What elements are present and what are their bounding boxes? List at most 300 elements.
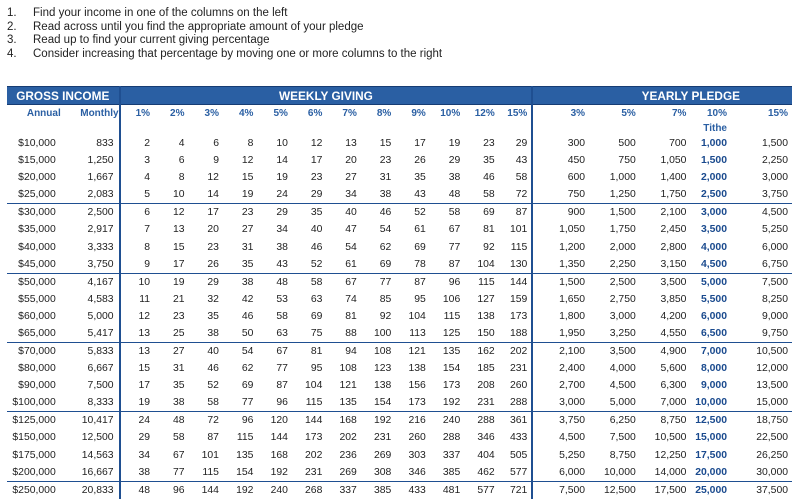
weekly-giving-cell: 192 — [361, 412, 395, 430]
weekly-giving-cell: 17 — [189, 204, 223, 222]
weekly-giving-cell: 31 — [172, 363, 185, 375]
tithe-pledge-cell: 1,000 — [700, 138, 727, 150]
yearly-pledge-cell: 4,900 — [640, 343, 691, 361]
weekly-giving-cell: 185 — [477, 363, 495, 375]
monthly-income-cell: 833 — [96, 138, 114, 150]
tithe-pledge-cell: 6,000 — [700, 310, 727, 322]
col-weekly-pct: 2% — [170, 107, 185, 119]
weekly-giving-cell: 96 — [154, 481, 188, 499]
weekly-giving-cell: 81 — [345, 310, 357, 322]
weekly-giving-cell: 38 — [276, 241, 288, 253]
weekly-giving-cell: 24 — [120, 412, 154, 430]
annual-income-cell: $200,000 — [12, 466, 56, 478]
weekly-giving-cell: 115 — [236, 432, 254, 444]
weekly-giving-cell: 29 — [515, 138, 528, 150]
yearly-pledge-cell: 7,500 — [609, 432, 636, 444]
yearly-pledge-cell: 1,250 — [609, 189, 636, 201]
weekly-giving-cell: 46 — [483, 172, 495, 184]
weekly-giving-cell: 69 — [241, 380, 254, 392]
tithe-pledge-cell: 25,000 — [690, 481, 731, 499]
yearly-pledge-cell: 12,000 — [756, 363, 788, 375]
weekly-giving-cell: 202 — [339, 432, 357, 444]
weekly-giving-cell: 43 — [414, 189, 426, 201]
weekly-giving-cell: 14 — [207, 189, 219, 201]
weekly-giving-cell: 288 — [509, 397, 528, 409]
yearly-pledge-cell: 1,500 — [761, 138, 788, 150]
weekly-giving-cell: 108 — [339, 363, 357, 375]
weekly-giving-cell: 27 — [345, 172, 357, 184]
tithe-pledge-cell: 1,500 — [700, 155, 727, 167]
weekly-giving-cell: 74 — [345, 293, 357, 305]
yearly-pledge-cell: 3,850 — [660, 293, 687, 305]
annual-income-cell: $150,000 — [12, 432, 56, 444]
weekly-giving-cell: 29 — [448, 155, 461, 167]
weekly-giving-cell: 385 — [361, 481, 395, 499]
yearly-pledge-cell: 1,750 — [609, 224, 636, 236]
weekly-giving-cell: 96 — [276, 397, 288, 409]
weekly-giving-cell: 31 — [379, 172, 392, 184]
weekly-giving-cell: 21 — [172, 293, 185, 305]
weekly-giving-cell: 505 — [509, 449, 528, 461]
weekly-giving-cell: 19 — [276, 172, 288, 184]
weekly-giving-cell: 5 — [120, 186, 154, 204]
weekly-giving-cell: 115 — [443, 310, 461, 322]
yearly-pledge-header: YEARLY PLEDGE — [532, 87, 792, 105]
yearly-pledge-cell: 10,500 — [654, 432, 687, 444]
col-weekly-pct: 15% — [507, 107, 528, 119]
weekly-giving-cell: 260 — [408, 432, 426, 444]
weekly-giving-cell: 8 — [120, 239, 154, 256]
weekly-giving-cell: 120 — [257, 412, 291, 430]
weekly-giving-cell: 168 — [270, 449, 288, 461]
yearly-pledge-cell: 3,250 — [609, 327, 636, 339]
weekly-giving-cell: 23 — [207, 241, 219, 253]
weekly-giving-cell: 23 — [379, 155, 392, 167]
weekly-giving-cell: 77 — [361, 273, 395, 291]
weekly-giving-cell: 61 — [414, 224, 426, 236]
weekly-giving-cell: 101 — [509, 224, 528, 236]
weekly-giving-cell: 23 — [172, 310, 185, 322]
annual-income-cell: $65,000 — [18, 327, 56, 339]
weekly-giving-cell: 15 — [120, 360, 154, 377]
yearly-pledge-cell: 10,000 — [603, 466, 636, 478]
weekly-giving-cell: 69 — [464, 204, 498, 222]
weekly-giving-cell: 154 — [442, 363, 461, 375]
weekly-giving-cell: 216 — [395, 412, 429, 430]
weekly-giving-cell: 100 — [373, 327, 392, 339]
yearly-pledge-cell: 4,000 — [609, 363, 636, 375]
weekly-giving-cell: 101 — [201, 449, 219, 461]
weekly-giving-cell: 19 — [154, 273, 188, 291]
weekly-giving-cell: 231 — [305, 466, 323, 478]
weekly-giving-cell: 123 — [373, 363, 392, 375]
table-row — [7, 394, 792, 412]
weekly-giving-cell: 35 — [241, 258, 254, 270]
monthly-income-cell: 1,667 — [87, 172, 114, 184]
weekly-giving-cell: 52 — [207, 380, 219, 392]
yearly-pledge-cell: 17,500 — [640, 481, 691, 499]
yearly-pledge-cell: 2,250 — [761, 155, 788, 167]
weekly-giving-cell: 135 — [339, 397, 357, 409]
weekly-giving-cell: 81 — [292, 343, 326, 361]
weekly-giving-cell: 27 — [154, 343, 188, 361]
yearly-pledge-cell: 4,200 — [660, 310, 687, 322]
yearly-pledge-cell: 22,500 — [756, 432, 788, 444]
monthly-income-cell: 8,333 — [87, 397, 114, 409]
instruction-item — [7, 34, 787, 48]
weekly-giving-cell: 62 — [379, 241, 392, 253]
weekly-giving-cell: 115 — [305, 397, 323, 409]
annual-income-cell: $25,000 — [18, 189, 56, 201]
col-yearly-pct: 5% — [621, 107, 636, 119]
weekly-giving-cell: 26 — [207, 258, 219, 270]
col-weekly-pct: 8% — [376, 107, 392, 119]
weekly-giving-cell: 34 — [345, 189, 357, 201]
monthly-income-cell: 10,417 — [61, 412, 120, 430]
col-weekly-pct: 6% — [307, 107, 323, 119]
weekly-giving-cell: 15 — [379, 138, 392, 150]
yearly-pledge-cell: 8,250 — [761, 293, 788, 305]
weekly-giving-cell: 13 — [172, 224, 185, 236]
table-row — [7, 308, 792, 325]
weekly-giving-cell: 168 — [326, 412, 360, 430]
weekly-giving-cell: 54 — [379, 224, 392, 236]
weekly-giving-cell: 150 — [477, 327, 495, 339]
weekly-giving-cell: 208 — [477, 380, 495, 392]
weekly-giving-cell: 6 — [120, 204, 154, 222]
weekly-giving-cell: 46 — [241, 310, 254, 322]
weekly-giving-cell: 29 — [257, 204, 291, 222]
weekly-giving-cell: 54 — [223, 343, 257, 361]
yearly-pledge-cell: 4,500 — [532, 429, 589, 446]
yearly-pledge-cell: 500 — [618, 138, 636, 150]
table-row — [7, 221, 792, 238]
weekly-giving-cell: 35 — [414, 172, 426, 184]
yearly-pledge-cell: 1,750 — [660, 189, 687, 201]
table-row — [7, 291, 792, 308]
yearly-pledge-cell: 700 — [669, 138, 687, 150]
weekly-giving-cell: 40 — [326, 204, 360, 222]
weekly-giving-cell: 38 — [207, 327, 219, 339]
weekly-giving-cell: 62 — [241, 363, 254, 375]
weekly-giving-cell: 29 — [189, 273, 223, 291]
weekly-giving-cell: 269 — [339, 466, 357, 478]
tithe-pledge-cell: 5,000 — [690, 273, 731, 291]
monthly-income-cell: 20,833 — [61, 481, 120, 499]
yearly-pledge-cell: 3,000 — [532, 394, 589, 412]
weekly-giving-cell: 87 — [276, 380, 288, 392]
weekly-giving-cell: 12 — [310, 138, 323, 150]
weekly-giving-cell: 269 — [373, 449, 392, 461]
weekly-giving-cell: 13 — [120, 343, 154, 361]
yearly-pledge-cell: 4,500 — [609, 380, 636, 392]
weekly-giving-cell: 12 — [241, 155, 254, 167]
table-row — [7, 343, 792, 361]
weekly-giving-cell: 8 — [247, 138, 254, 150]
weekly-giving-cell: 87 — [499, 204, 533, 222]
weekly-giving-cell: 12 — [207, 172, 219, 184]
weekly-giving-cell: 67 — [257, 343, 291, 361]
tithe-pledge-cell: 4,000 — [700, 241, 727, 253]
weekly-giving-cell: 87 — [448, 258, 461, 270]
weekly-giving-cell: 130 — [509, 258, 528, 270]
yearly-pledge-cell: 1,500 — [589, 204, 640, 222]
weekly-giving-cell: 77 — [172, 466, 185, 478]
annual-income-cell: $70,000 — [7, 343, 61, 361]
weekly-giving-cell: 85 — [379, 293, 392, 305]
weekly-giving-cell: 72 — [189, 412, 223, 430]
weekly-giving-cell: 69 — [414, 241, 426, 253]
yearly-pledge-cell: 450 — [532, 152, 589, 169]
weekly-giving-cell: 173 — [509, 310, 528, 322]
instruction-text: Read up to find your current giving percentage — [33, 34, 270, 46]
table-row — [7, 186, 792, 204]
instruction-number: 4. — [7, 47, 17, 60]
weekly-giving-cell: 31 — [241, 241, 254, 253]
weekly-giving-cell: 34 — [276, 224, 288, 236]
yearly-pledge-cell: 13,500 — [756, 380, 788, 392]
col-weekly-pct: 5% — [273, 107, 288, 119]
weekly-giving-cell: 202 — [305, 449, 323, 461]
weekly-giving-cell: 346 — [477, 432, 495, 444]
weekly-giving-cell: 144 — [270, 432, 288, 444]
weekly-giving-cell: 17 — [310, 155, 323, 167]
instruction-text: Read across until you find the appropriate amount of your pledge — [33, 20, 364, 33]
weekly-giving-cell: 144 — [189, 481, 223, 499]
table-row — [7, 325, 792, 343]
yearly-pledge-cell: 2,800 — [660, 241, 687, 253]
weekly-giving-cell: 231 — [373, 432, 392, 444]
col-weekly-pct: 3% — [204, 107, 219, 119]
weekly-giving-cell: 87 — [207, 432, 219, 444]
annual-income-cell: $10,000 — [18, 138, 56, 150]
tithe-pledge-cell: 8,000 — [700, 363, 727, 375]
weekly-giving-cell: 192 — [442, 397, 461, 409]
yearly-pledge-cell: 8,750 — [640, 412, 691, 430]
weekly-giving-cell: 19 — [448, 138, 461, 150]
col-yearly-pct: 7% — [672, 107, 687, 119]
weekly-giving-cell: 35 — [172, 380, 185, 392]
weekly-giving-cell: 77 — [241, 397, 254, 409]
weekly-giving-cell: 19 — [241, 189, 254, 201]
tithe-pledge-cell: 9,000 — [700, 380, 727, 392]
weekly-giving-cell: 69 — [379, 258, 392, 270]
instruction-item — [7, 21, 787, 35]
weekly-giving-cell: 144 — [499, 273, 533, 291]
weekly-giving-cell: 26 — [414, 155, 426, 167]
yearly-pledge-cell: 7,500 — [532, 481, 589, 499]
weekly-giving-cell: 40 — [189, 343, 223, 361]
weekly-giving-cell: 78 — [414, 258, 426, 270]
annual-income-cell: $50,000 — [7, 273, 61, 291]
tithe-pledge-cell: 15,000 — [695, 432, 727, 444]
yearly-pledge-cell: 2,100 — [640, 204, 691, 222]
weekly-giving-cell: 94 — [326, 343, 360, 361]
table-row — [7, 204, 792, 222]
col-weekly-pct: 9% — [411, 107, 426, 119]
weekly-giving-cell: 52 — [310, 258, 323, 270]
weekly-giving-cell: 53 — [276, 293, 288, 305]
yearly-pledge-cell: 2,700 — [532, 377, 589, 394]
monthly-income-cell: 7,500 — [87, 380, 114, 392]
weekly-giving-cell: 24 — [276, 189, 288, 201]
weekly-giving-cell: 404 — [477, 449, 495, 461]
weekly-giving-cell: 577 — [464, 481, 498, 499]
yearly-pledge-cell: 1,050 — [532, 221, 589, 238]
monthly-income-cell: 14,563 — [81, 449, 114, 461]
annual-income-cell: $30,000 — [7, 204, 61, 222]
weekly-giving-cell: 104 — [477, 258, 495, 270]
annual-income-cell: $60,000 — [18, 310, 56, 322]
weekly-giving-cell: 63 — [276, 327, 288, 339]
annual-income-cell: $125,000 — [7, 412, 61, 430]
weekly-giving-cell: 8 — [178, 172, 185, 184]
weekly-giving-cell: 19 — [120, 394, 154, 412]
weekly-giving-cell: 58 — [292, 273, 326, 291]
weekly-giving-cell: 17 — [414, 138, 426, 150]
yearly-pledge-cell: 1,400 — [660, 172, 687, 184]
instruction-number: 2. — [7, 20, 17, 33]
weekly-giving-cell: 58 — [483, 189, 495, 201]
monthly-income-cell: 3,333 — [87, 241, 114, 253]
col-weekly-pct: 7% — [342, 107, 357, 119]
weekly-giving-cell: 67 — [448, 224, 461, 236]
col-annual: Annual — [26, 107, 61, 119]
instruction-text: Consider increasing that percentage by moving one or more columns to the right — [33, 47, 443, 60]
weekly-giving-cell: 48 — [120, 481, 154, 499]
weekly-giving-cell: 61 — [345, 258, 357, 270]
gross-income-header: GROSS INCOME — [7, 87, 120, 105]
table-row — [7, 481, 792, 499]
weekly-giving-cell: 240 — [257, 481, 291, 499]
weekly-giving-cell: 173 — [305, 432, 323, 444]
annual-income-cell: $45,000 — [18, 258, 56, 270]
weekly-giving-cell: 23 — [310, 172, 323, 184]
weekly-giving-cell: 12 — [120, 308, 154, 325]
col-weekly-pct: 10% — [440, 107, 461, 119]
weekly-giving-cell: 9 — [120, 256, 154, 274]
annual-income-cell: $40,000 — [18, 241, 56, 253]
yearly-pledge-cell: 7,500 — [731, 273, 792, 291]
weekly-giving-cell: 95 — [310, 363, 323, 375]
tithe-pledge-cell: 4,500 — [700, 258, 727, 270]
weekly-giving-cell: 77 — [448, 241, 461, 253]
weekly-giving-cell: 58 — [276, 310, 288, 322]
yearly-pledge-cell: 300 — [532, 135, 589, 152]
annual-income-cell: $175,000 — [12, 449, 56, 461]
weekly-giving-cell: 48 — [448, 189, 461, 201]
yearly-pledge-cell: 1,000 — [609, 172, 636, 184]
weekly-giving-cell: 63 — [310, 293, 323, 305]
table-row — [7, 412, 792, 430]
col-weekly-pct: 12% — [474, 107, 495, 119]
weekly-giving-cell: 462 — [477, 466, 495, 478]
weekly-giving-cell: 173 — [408, 397, 426, 409]
yearly-pledge-cell: 2,750 — [609, 293, 636, 305]
table-row — [7, 152, 792, 169]
weekly-giving-cell: 231 — [477, 397, 495, 409]
weekly-giving-cell: 38 — [448, 172, 461, 184]
weekly-giving-cell: 121 — [395, 343, 429, 361]
weekly-giving-cell: 154 — [373, 397, 392, 409]
weekly-giving-cell: 52 — [395, 204, 429, 222]
yearly-pledge-cell: 2,400 — [532, 360, 589, 377]
yearly-pledge-cell: 1,500 — [532, 273, 589, 291]
weekly-giving-cell: 288 — [442, 432, 461, 444]
weekly-giving-cell: 32 — [207, 293, 219, 305]
annual-income-cell: $20,000 — [18, 172, 56, 184]
yearly-pledge-cell: 1,350 — [532, 256, 589, 274]
weekly-giving-cell: 121 — [339, 380, 357, 392]
yearly-pledge-cell: 37,500 — [731, 481, 792, 499]
monthly-income-cell: 6,667 — [87, 363, 114, 375]
weekly-giving-cell: 48 — [154, 412, 188, 430]
weekly-giving-cell: 58 — [430, 204, 464, 222]
table-row — [7, 464, 792, 482]
weekly-giving-cell: 236 — [339, 449, 357, 461]
annual-income-cell: $80,000 — [18, 363, 56, 375]
weekly-giving-cell: 12 — [154, 204, 188, 222]
col-monthly: Monthly — [80, 107, 119, 119]
weekly-giving-cell: 433 — [395, 481, 429, 499]
yearly-pledge-cell: 5,250 — [761, 224, 788, 236]
weekly-giving-cell: 23 — [483, 138, 495, 150]
weekly-giving-cell: 303 — [408, 449, 426, 461]
col-yearly-pct: 15% — [767, 107, 788, 119]
header-band — [7, 87, 792, 105]
yearly-pledge-cell: 2,100 — [532, 343, 589, 361]
instruction-number: 3. — [7, 34, 17, 46]
tithe-pledge-cell: 20,000 — [695, 466, 727, 478]
weekly-giving-cell: 6 — [178, 155, 185, 167]
weekly-giving-cell: 10 — [172, 189, 185, 201]
col-yearly-pct: 3% — [532, 105, 589, 122]
yearly-pledge-cell: 3,150 — [660, 258, 687, 270]
weekly-giving-cell: 75 — [310, 327, 323, 339]
monthly-income-cell: 4,167 — [61, 273, 120, 291]
weekly-giving-cell: 135 — [430, 343, 464, 361]
monthly-income-cell: 4,583 — [87, 293, 114, 305]
weekly-giving-cell: 58 — [207, 397, 219, 409]
weekly-giving-cell: 72 — [515, 189, 528, 201]
weekly-giving-cell: 96 — [223, 412, 257, 430]
weekly-giving-cell: 10 — [120, 273, 154, 291]
weekly-giving-cell: 13 — [345, 138, 357, 150]
annual-income-cell: $35,000 — [18, 224, 56, 236]
yearly-pledge-cell: 4,500 — [731, 204, 792, 222]
weekly-giving-cell: 38 — [120, 464, 154, 482]
yearly-pledge-cell: 2,000 — [609, 241, 636, 253]
weekly-giving-header: WEEKLY GIVING — [120, 87, 533, 105]
instruction-item — [7, 48, 787, 62]
table-row — [7, 239, 792, 256]
weekly-giving-cell: 337 — [326, 481, 360, 499]
yearly-pledge-cell: 8,750 — [609, 449, 636, 461]
weekly-giving-cell: 138 — [373, 380, 392, 392]
table-row — [7, 256, 792, 274]
weekly-giving-cell: 47 — [345, 224, 357, 236]
yearly-pledge-cell: 6,750 — [761, 258, 788, 270]
monthly-income-cell: 16,667 — [81, 466, 114, 478]
tithe-pledge-cell: 6,500 — [700, 327, 727, 339]
table-row — [7, 447, 792, 464]
weekly-giving-cell: 240 — [430, 412, 464, 430]
monthly-income-cell: 1,250 — [87, 155, 114, 167]
weekly-giving-cell: 6 — [213, 138, 219, 150]
table-row — [7, 377, 792, 394]
weekly-giving-cell: 77 — [276, 363, 288, 375]
tithe-pledge-cell: 2,000 — [700, 172, 727, 184]
